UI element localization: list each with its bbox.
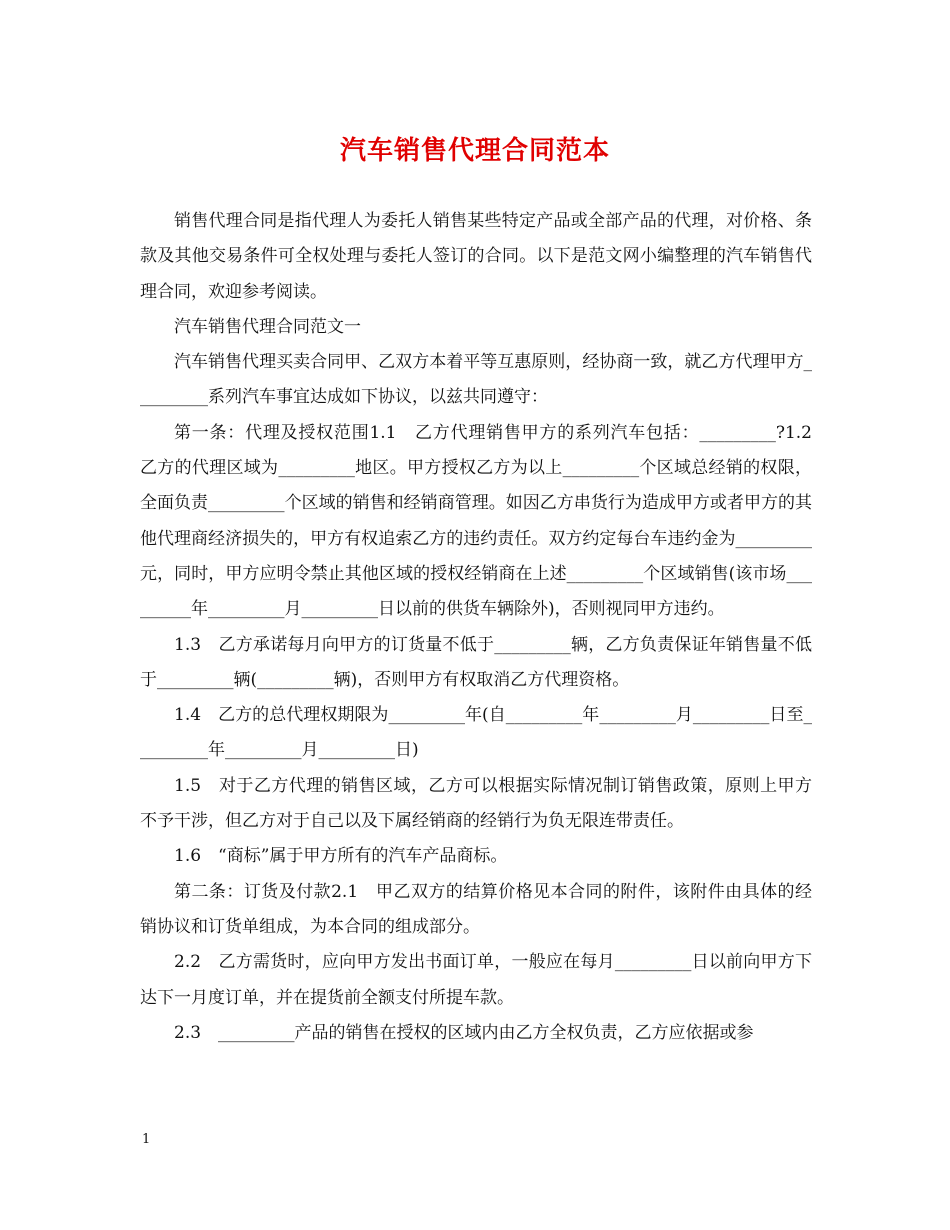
paragraph-clause-1-3: 1.3 乙方承诺每月向甲方的订货量不低于_________辆，乙方负责保证年销售量不低于_________辆(_________辆)，否则甲方有权取消乙方代理资格。 [140, 634, 812, 690]
paragraph-section-heading: 汽车销售代理合同范文一 [174, 316, 361, 337]
document-title: 汽车销售代理合同范本 [339, 136, 610, 166]
paragraph-preamble: 汽车销售代理买卖合同甲、乙双方本着平等互惠原则，经协商一致，就乙方代理甲方_________系列汽车事宜达成如下协议，以兹共同遵守： [140, 352, 812, 408]
paragraph-clause-1-6: 1.6 “商标”属于甲方所有的汽车产品商标。 [174, 846, 508, 867]
paragraph-clause-1-4: 1.4 乙方的总代理权期限为_________年(自_________年_________月_________日至_________年_________月_________日) [140, 705, 812, 761]
paragraph-intro: 销售代理合同是指代理人为委托人销售某些特定产品或全部产品的代理，对价格、条款及其他交易条件可全权处理与委托人签订的合同。以下是范文网小编整理的汽车销售代理合同，欢迎参考阅读。 [140, 211, 812, 302]
paragraph-clause-2-2: 2.2 乙方需货时，应向甲方发出书面订单，一般应在每月_________日以前向甲方下达下一月度订单，并在提货前全额支付所提车款。 [140, 952, 812, 1008]
paragraph-article-2: 第二条：订货及付款2.1 甲乙双方的结算价格见本合同的附件，该附件由具体的经销协议和订货单组成，为本合同的组成部分。 [140, 881, 812, 937]
paragraph-article-1: 第一条：代理及授权范围1.1 乙方代理销售甲方的系列汽车包括：_________?1.2 乙方的代理区域为_________地区。甲方授权乙方为以上_________个区域总经销的权限，全面负责_________个区域的销售和经销商管理。如因乙方串货行为造成甲方或者甲方的其他代理商经济损失的，甲方有权追索乙方的违约责任。双方约定每台车违约金为_________元，同时，甲方应明令禁止其他区域的授权经销商在上述_________个区域销售(该市场_________年_________月_________日以前的供货车辆除外)，否则视同甲方违约。 [140, 422, 829, 620]
page-number: 1 [142, 1132, 151, 1147]
document-body [140, 204, 829, 1051]
paragraph-clause-1-5: 1.5 对于乙方代理的销售区域，乙方可以根据实际情况制订销售政策，原则上甲方不予干涉，但乙方对于自己以及下属经销商的经销行为负无限连带责任。 [140, 775, 812, 832]
paragraph-clause-2-3: 2.3 _________产品的销售在授权的区域内由乙方全权负责，乙方应依据或参 [174, 1022, 754, 1043]
